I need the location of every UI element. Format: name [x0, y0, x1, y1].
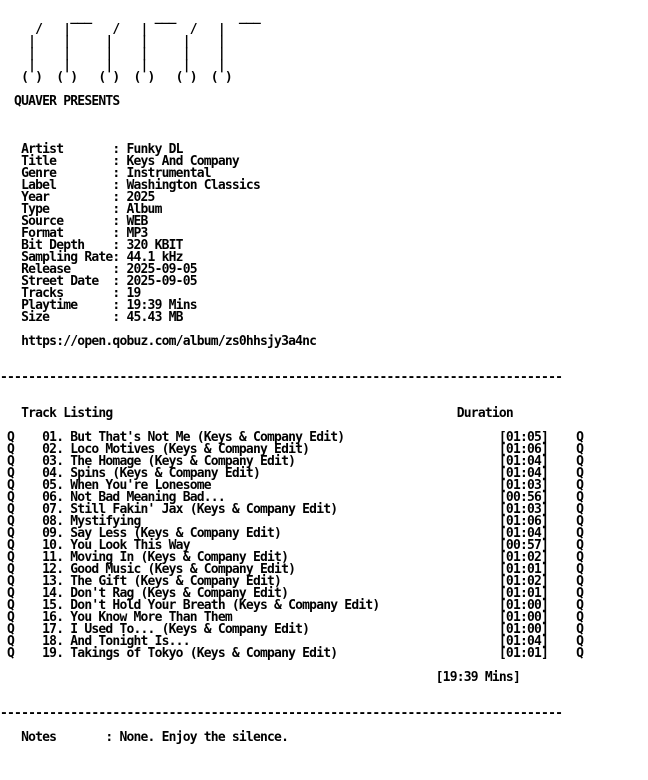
track-row: Q 15. Don't Hold Your Breath (Keys & Company Edit) [01:00] Q: [0, 598, 584, 613]
track-row: Q 18. And Tonight Is... [01:04] Q: [0, 634, 584, 649]
nfo-line: [19:39 Mins]: [0, 670, 520, 685]
info-row: Tracks : 19: [0, 286, 141, 301]
info-row: Bit Depth : 320 KBIT: [0, 238, 183, 253]
track-row: Q 13. The Gift (Keys & Company Edit) [01:02] Q: [0, 574, 584, 589]
ascii-art-line: / | / | / |: [0, 22, 225, 37]
track-row: Q 04. Spins (Keys & Company Edit) [01:04] Q: [0, 466, 584, 481]
info-row: Release : 2025-09-05: [0, 262, 197, 277]
track-row: Q 09. Say Less (Keys & Company Edit) [01:04] Q: [0, 526, 584, 541]
ascii-art-line: | | | | | |: [0, 46, 225, 61]
track-row: Q 14. Don't Rag (Keys & Company Edit) [01:01] Q: [0, 586, 584, 601]
notes-line: Notes : None. Enjoy the silence.: [0, 730, 289, 745]
track-row: Q 05. When You're Lonesome [01:03] Q: [0, 478, 584, 493]
separator-line: --------------------------------------------------------------------------------: [0, 370, 563, 385]
info-row: Title : Keys And Company: [0, 154, 239, 169]
track-row: Q 19. Takings of Tokyo (Keys & Company Edit) [01:01] Q: [0, 646, 584, 661]
nfo-line: [0, 108, 648, 120]
info-row: Artist : Funky DL: [0, 142, 183, 157]
track-row: Q 08. Mystifying [01:06] Q: [0, 514, 584, 529]
nfo-line: [0, 684, 648, 696]
nfo-line: [0, 348, 648, 360]
track-row: Q 01. But That's Not Me (Keys & Company Edit) [01:05] Q: [0, 430, 584, 445]
album-url[interactable]: https://open.qobuz.com/album/zs0hhsjy3a4nc: [0, 334, 317, 349]
info-row: Sampling Rate: 44.1 kHz: [0, 250, 183, 265]
info-row: Format : MP3: [0, 226, 148, 241]
track-row: Q 06. Not Bad Meaning Bad... [00:56] Q: [0, 490, 584, 505]
track-listing-header: Track Listing Duration: [0, 406, 513, 421]
track-row: Q 02. Loco Motives (Keys & Company Edit) [01:06] Q: [0, 442, 584, 457]
info-row: Type : Album: [0, 202, 162, 217]
separator-line: --------------------------------------------------------------------------------: [0, 706, 563, 721]
info-row: Playtime : 19:39 Mins: [0, 298, 197, 313]
track-row: Q 03. The Homage (Keys & Company Edit) [01:04] Q: [0, 454, 584, 469]
info-row: Source : WEB: [0, 214, 148, 229]
track-row: Q 11. Moving In (Keys & Company Edit) [01:02] Q: [0, 550, 584, 565]
info-row: Year : 2025: [0, 190, 155, 205]
track-row: Q 10. You Look This Way [00:57] Q: [0, 538, 584, 553]
info-row: Label : Washington Classics: [0, 178, 260, 193]
track-row: Q 17. I Used To... (Keys & Company Edit) [01:00] Q: [0, 622, 584, 637]
info-row: Genre : Instrumental: [0, 166, 211, 181]
group-title: QUAVER PRESENTS: [0, 94, 120, 109]
ascii-art-line: ( ) ( ) ( ) ( ) ( ) ( ): [0, 70, 232, 85]
ascii-art-line: | | | | | |: [0, 58, 225, 73]
ascii-art-line: | | | | | |: [0, 34, 225, 49]
nfo-line: [0, 120, 648, 132]
info-row: Street Date : 2025-09-05: [0, 274, 197, 289]
info-row: Size : 45.43 MB: [0, 310, 183, 325]
ascii-art-line: ___ ___ ___: [0, 10, 260, 25]
track-row: Q 12. Good Music (Keys & Company Edit) [01:01] Q: [0, 562, 584, 577]
track-row: Q 07. Still Fakin' Jax (Keys & Company Edit) [01:03] Q: [0, 502, 584, 517]
track-row: Q 16. You Know More Than Them [01:00] Q: [0, 610, 584, 625]
nfo-line: [0, 384, 648, 396]
